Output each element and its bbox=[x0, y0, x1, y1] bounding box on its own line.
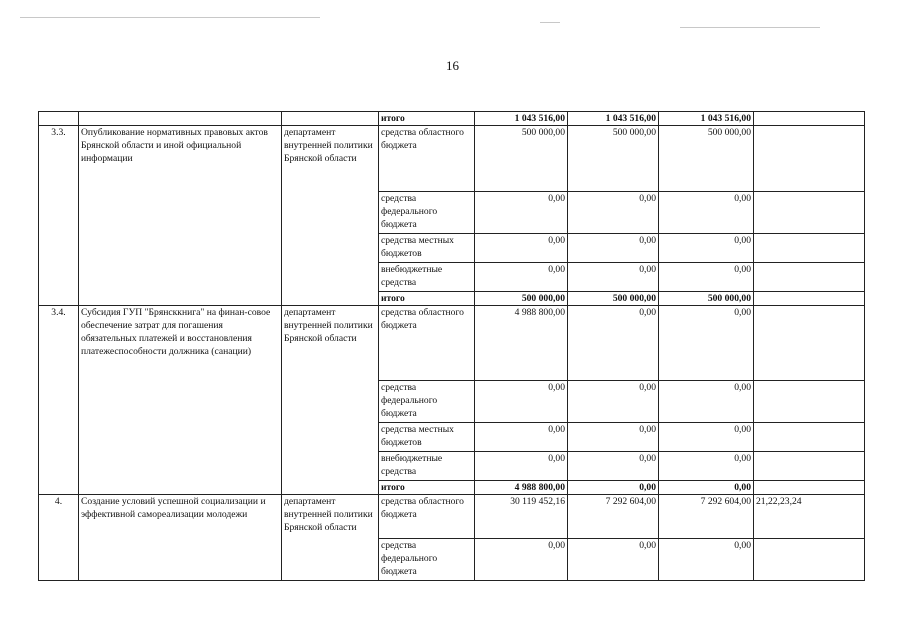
table-row bbox=[39, 495, 865, 539]
source-cell: итого bbox=[379, 481, 475, 495]
source-cell: средства федерального бюджета bbox=[379, 539, 475, 581]
name-cell bbox=[79, 112, 282, 126]
amount-cell-1: 0,00 bbox=[475, 263, 568, 292]
number-cell: 4. bbox=[39, 495, 79, 581]
amount-cell-2: 7 292 604,00 bbox=[568, 495, 659, 539]
reference-cell bbox=[754, 306, 865, 381]
amount-cell-2: 0,00 bbox=[568, 192, 659, 234]
reference-cell bbox=[754, 234, 865, 263]
amount-cell-3: 0,00 bbox=[659, 539, 754, 581]
reference-cell bbox=[754, 192, 865, 234]
table-row bbox=[39, 112, 865, 126]
reference-cell bbox=[754, 381, 865, 423]
amount-cell-1: 0,00 bbox=[475, 234, 568, 263]
source-cell: средства местных бюджетов bbox=[379, 423, 475, 452]
number-cell: 3.3. bbox=[39, 126, 79, 306]
reference-cell bbox=[754, 112, 865, 126]
amount-cell-1: 30 119 452,16 bbox=[475, 495, 568, 539]
reference-cell bbox=[754, 292, 865, 306]
source-cell: средства областного бюджета bbox=[379, 126, 475, 192]
source-cell: итого bbox=[379, 292, 475, 306]
executor-cell: департамент внутренней политики Брянской области bbox=[282, 126, 379, 306]
amount-cell-2: 0,00 bbox=[568, 263, 659, 292]
table-row bbox=[39, 126, 865, 192]
executor-cell: департамент внутренней политики Брянской области bbox=[282, 495, 379, 581]
budget-table bbox=[38, 111, 865, 581]
amount-cell-3: 0,00 bbox=[659, 192, 754, 234]
source-cell: средства областного бюджета bbox=[379, 495, 475, 539]
amount-cell-2: 0,00 bbox=[568, 481, 659, 495]
table-row bbox=[39, 306, 865, 381]
reference-cell bbox=[754, 481, 865, 495]
amount-cell-2: 0,00 bbox=[568, 306, 659, 381]
source-cell: средства федерального бюджета bbox=[379, 381, 475, 423]
reference-cell bbox=[754, 423, 865, 452]
amount-cell-3: 0,00 bbox=[659, 306, 754, 381]
amount-cell-1: 0,00 bbox=[475, 452, 568, 481]
amount-cell-3: 0,00 bbox=[659, 452, 754, 481]
page-number: 16 bbox=[446, 58, 459, 73]
amount-cell-1: 0,00 bbox=[475, 539, 568, 581]
amount-cell-3: 0,00 bbox=[659, 263, 754, 292]
amount-cell-2: 0,00 bbox=[568, 452, 659, 481]
amount-cell-2: 500 000,00 bbox=[568, 126, 659, 192]
amount-cell-3: 0,00 bbox=[659, 381, 754, 423]
scan-noise-line bbox=[540, 22, 560, 23]
reference-cell bbox=[754, 452, 865, 481]
source-cell: средства областного бюджета bbox=[379, 306, 475, 381]
amount-cell-3: 500 000,00 bbox=[659, 126, 754, 192]
scan-noise-line bbox=[20, 17, 320, 18]
source-cell: внебюджетные средства bbox=[379, 263, 475, 292]
amount-cell-3: 0,00 bbox=[659, 423, 754, 452]
source-cell: внебюджетные средства bbox=[379, 452, 475, 481]
name-cell: Субсидия ГУП "Брянсккнига" на финан-совое обеспечение затрат для погашения обязательных платежей и восстановления платежеспособности должника (санации) bbox=[79, 306, 282, 495]
scan-noise-line bbox=[680, 27, 820, 28]
amount-cell-3: 0,00 bbox=[659, 234, 754, 263]
amount-cell-2: 1 043 516,00 bbox=[568, 112, 659, 126]
amount-cell-3: 0,00 bbox=[659, 481, 754, 495]
amount-cell-1: 500 000,00 bbox=[475, 126, 568, 192]
name-cell: Создание условий успешной социализации и эффективной самореализации молодежи bbox=[79, 495, 282, 581]
reference-cell: 21,22,23,24 bbox=[754, 495, 865, 539]
executor-cell: департамент внутренней политики Брянской области bbox=[282, 306, 379, 495]
source-cell: итого bbox=[379, 112, 475, 126]
amount-cell-1: 4 988 800,00 bbox=[475, 306, 568, 381]
amount-cell-3: 1 043 516,00 bbox=[659, 112, 754, 126]
amount-cell-3: 7 292 604,00 bbox=[659, 495, 754, 539]
reference-cell bbox=[754, 539, 865, 581]
number-cell: 3.4. bbox=[39, 306, 79, 495]
number-cell bbox=[39, 112, 79, 126]
reference-cell bbox=[754, 263, 865, 292]
amount-cell-1: 0,00 bbox=[475, 381, 568, 423]
amount-cell-2: 0,00 bbox=[568, 381, 659, 423]
amount-cell-1: 4 988 800,00 bbox=[475, 481, 568, 495]
executor-cell bbox=[282, 112, 379, 126]
amount-cell-1: 1 043 516,00 bbox=[475, 112, 568, 126]
name-cell: Опубликование нормативных правовых актов Брянской области и иной официальной информации bbox=[79, 126, 282, 306]
source-cell: средства федерального бюджета bbox=[379, 192, 475, 234]
reference-cell bbox=[754, 126, 865, 192]
amount-cell-2: 0,00 bbox=[568, 423, 659, 452]
amount-cell-2: 0,00 bbox=[568, 234, 659, 263]
amount-cell-1: 0,00 bbox=[475, 192, 568, 234]
amount-cell-2: 500 000,00 bbox=[568, 292, 659, 306]
amount-cell-3: 500 000,00 bbox=[659, 292, 754, 306]
amount-cell-1: 500 000,00 bbox=[475, 292, 568, 306]
amount-cell-1: 0,00 bbox=[475, 423, 568, 452]
source-cell: средства местных бюджетов bbox=[379, 234, 475, 263]
amount-cell-2: 0,00 bbox=[568, 539, 659, 581]
